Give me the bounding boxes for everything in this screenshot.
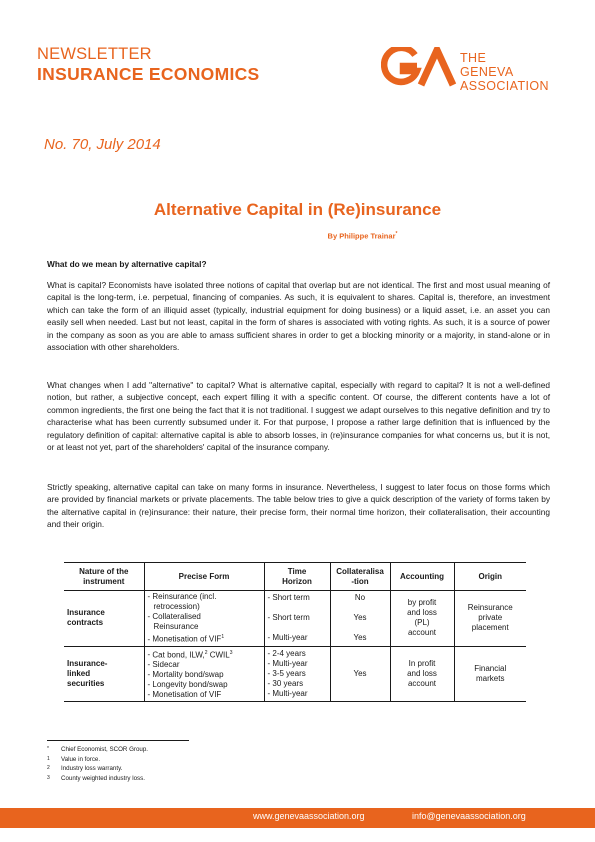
header-horizon: Time Horizon <box>264 563 330 591</box>
cell-horizons <box>264 591 330 647</box>
horizon-item: - Short term <box>268 613 327 623</box>
horizon-item: - Multi-year <box>268 633 327 643</box>
form-item: - Monetisation of VIF <box>148 690 261 700</box>
geneva-association-logo <box>381 47 561 99</box>
form-item: - Longevity bond/swap <box>148 680 261 690</box>
form-item: - Reinsurance (incl. <box>148 592 261 602</box>
header-origin: Origin <box>454 563 526 591</box>
logo-line: ASSOCIATION <box>460 79 549 93</box>
cell-collateral: Yes <box>330 646 390 702</box>
logo-line: THE <box>460 51 487 65</box>
cell-nature: Insurance contracts <box>64 591 144 647</box>
footnote: 2 Industry loss warranty. <box>47 765 123 772</box>
paragraph-3: Strictly speaking, alternative capital can take on many forms in insurance. Nevertheless, I suggest to later focus on those forms which are provided by financial markets or private placements. The table below tries to give a quick description of the variety of forms taken by the alternative capital in (re)insurance: their nature, their precise form, their normal time horizon, their collateralisation, their accounting and their origin. <box>47 482 550 530</box>
horizon-item: - Multi-year <box>268 689 327 699</box>
form-item: - Cat bond, ILW,$^2$ CWIL$^3$ <box>148 648 261 661</box>
form-item: retrocession) <box>153 602 200 611</box>
footnote: 1 Value in force. <box>47 755 101 763</box>
cell-forms <box>144 646 264 702</box>
logo-wordmark <box>460 51 549 93</box>
footnote-divider <box>47 740 189 741</box>
table-row <box>64 646 526 702</box>
alternative-capital-table <box>64 562 526 702</box>
issue-number: No. 70, July 2014 <box>44 136 161 153</box>
form-item: - Sidecar <box>148 660 261 670</box>
horizon-item: - Multi-year <box>268 659 327 669</box>
newsletter-series: INSURANCE ECONOMICS <box>37 64 260 84</box>
form-item: - Mortality bond/swap <box>148 670 261 680</box>
footnote: 3 County weighted industry loss. <box>47 774 145 782</box>
horizon-item: - 3-5 years <box>268 669 327 679</box>
article-title: Alternative Capital in (Re)insurance <box>153 200 442 219</box>
newsletter-label: NEWSLETTER <box>37 45 152 63</box>
horizon-item: - 30 years <box>268 679 327 689</box>
cell-collateral: No Yes Yes <box>330 591 390 647</box>
header-accounting: Accounting <box>390 563 454 591</box>
ga-logo-icon <box>381 47 457 87</box>
paragraph-2: What changes when I add "alternative" to capital? What is alternative capital, especially with regard to capital? It is not a well-defined notion, but rather, a subjective concept, each expert filling it with a specific content. Of course, the different contents have a lot of common ingredients, the first one being the fact that it is not traditional. I suggest we adapt ourselves to this negative definition and try to characterise what has been currently subsumed under it. For that purpose, I propose a rather large definition that is influenced by the regulatory definition of capital: alternative capital is able to absorb losses, in (re)insurance companies for what concerns us, but it is not, or at least not yet, part of the shareholders' capital of the insurance company. <box>47 380 550 453</box>
header-nature: Nature of the instrument <box>64 563 144 591</box>
footer-email-link[interactable]: info@genevaassociation.org <box>412 811 526 821</box>
cell-accounting: In profit and loss account <box>390 646 454 702</box>
form-item: - Collateralised <box>148 612 261 622</box>
cell-origin: Financial markets <box>454 646 526 702</box>
cell-accounting: by profit and loss (PL) account <box>390 591 454 647</box>
article-byline <box>0 231 595 241</box>
horizon-item: - Short term <box>268 593 327 603</box>
form-item: - Monetisation of VIF$^1$ <box>148 632 261 645</box>
horizon-item: - 2-4 years <box>268 649 327 659</box>
cell-origin: Reinsurance private placement <box>454 591 526 647</box>
header-collateral: Collateralisa -tion <box>330 563 390 591</box>
logo-line: GENEVA <box>460 65 514 79</box>
paragraph-1: What is capital? Economists have isolated three notions of capital that overlap but are not identical. The first and most usual meaning of capital is the long-term, i.e. perpetual, financing of companies. As such, it is equivalent to shares. Capital is, therefore, an investment which can take the form of an illiquid asset (typically, industrial equipment for doing business) or a liquid asset, i.e. an asset you can easily sell when needed. Last but not least, capital in the form of shares is associated with voting rights. As such, it is a source of power in the company as soon as you are able to amass sufficient shares in order to get a blocking minority or a majority, in stand-alone or in association with other shareholders. <box>47 280 550 353</box>
footnotes <box>47 745 148 783</box>
footer-website-link[interactable]: www.genevaassociation.org <box>253 811 365 821</box>
horizon-item <box>268 623 327 633</box>
cell-forms <box>144 591 264 647</box>
cell-horizons <box>264 646 330 702</box>
footnote: * Chief Economist, SCOR Group. <box>47 746 148 753</box>
byline-footnote-mark: * <box>395 231 398 237</box>
cell-nature: Insurance- linked securities <box>64 646 144 702</box>
form-item: Reinsurance <box>153 622 199 631</box>
table-row <box>64 591 526 647</box>
header-form: Precise Form <box>144 563 264 591</box>
byline-text: By Philippe Trainar <box>327 231 396 241</box>
table-header-row <box>64 563 526 591</box>
section-heading: What do we mean by alternative capital? <box>47 259 207 269</box>
horizon-item <box>268 603 327 613</box>
